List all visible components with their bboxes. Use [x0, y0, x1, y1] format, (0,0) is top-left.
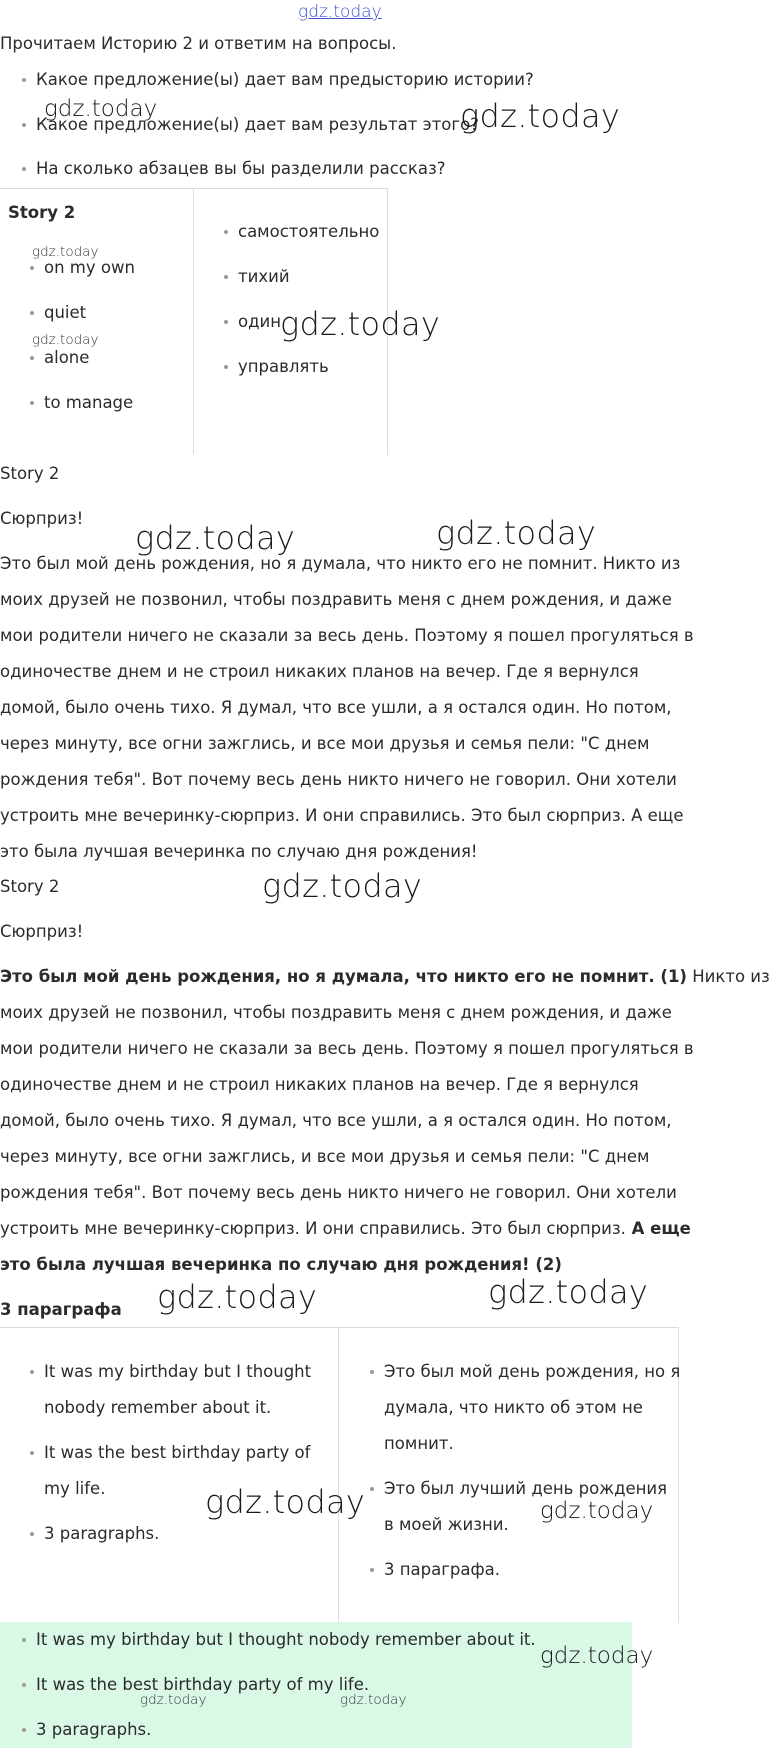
answer-en-line: 3 paragraphs.	[44, 1524, 160, 1543]
story-line: Это был мой день рождения, но я думала, что никто его не помнит. Никто из	[0, 554, 681, 573]
story-line: моих друзей не позвонил, чтобы поздравить меня с днем рождения, и даже	[0, 590, 672, 609]
watermark: gdz.today	[135, 519, 296, 557]
story-line: мои родители ничего не сказали за весь день. Поэтому я пошел прогуляться в	[0, 626, 694, 645]
story-line: одиночестве днем и не строил никаких планов на вечер. Где я вернулся	[0, 662, 639, 681]
vocab-en-item: on my own	[44, 258, 135, 277]
vocab-ru-item: тихий	[238, 267, 290, 286]
story-line: через минуту, все огни зажглись, и все мои друзья и семья пели: "С днем	[0, 1147, 650, 1166]
story-line: домой, было очень тихо. Я думал, что все ушли, а я остался один. Но потом,	[0, 698, 672, 717]
background-sentence: Это был мой день рождения, но я думала, что никто его не помнит. (1)	[0, 967, 687, 986]
answer-en-line: nobody remember about it.	[44, 1398, 272, 1417]
answer-en-line: It was my birthday but I thought	[44, 1362, 312, 1381]
answer-ru-item	[384, 1362, 680, 1454]
answer-ru-line: 3 параграфа.	[384, 1560, 500, 1579]
vocab-divider	[193, 188, 194, 454]
watermark: gdz.today	[540, 1498, 654, 1524]
story-line: моих друзей не позвонил, чтобы поздравить меня с днем рождения, и даже	[0, 1003, 672, 1022]
watermark: gdz.today	[157, 1278, 318, 1316]
result-sentence: это была лучшая вечеринка по случаю дня рождения! (2)	[0, 1255, 562, 1274]
vocab-en-item: quiet	[44, 303, 87, 322]
vocab-en-item: alone	[44, 348, 90, 367]
story-line-start: устроить мне вечеринку-сюрприз. И они справились. Это был сюрприз.	[0, 1219, 626, 1238]
watermark: gdz.today	[280, 305, 441, 343]
story-line: устроить мне вечеринку-сюрприз. И они справились. Это был сюрприз. А еще	[0, 806, 684, 825]
watermark: gdz.today	[488, 1273, 649, 1311]
answer-ru-item	[384, 1560, 500, 1580]
answer-ru-line: в моей жизни.	[384, 1515, 509, 1534]
highlight-answer: 3 paragraphs.	[36, 1720, 152, 1739]
story-line: рождения тебя". Вот почему весь день никто ничего не говорил. Они хотели	[0, 770, 677, 789]
answer-en-line: my life.	[44, 1479, 106, 1498]
watermark: gdz.today	[205, 1483, 366, 1521]
story-label: Story 2	[0, 464, 60, 483]
result-sentence-start: А еще	[625, 1219, 691, 1238]
answer-en-line: It was the best birthday party of	[44, 1443, 311, 1462]
story-line: рождения тебя". Вот почему весь день никто ничего не говорил. Они хотели	[0, 1183, 677, 1202]
answer-ru-line: думала, что никто об этом не	[384, 1398, 643, 1417]
story-title: Сюрприз!	[0, 509, 84, 528]
question-3: На сколько абзацев вы бы разделили рассказ?	[36, 159, 446, 178]
question-2: Какое предложение(ы) дает вам результат этого?	[36, 115, 479, 134]
story-line: одиночестве днем и не строил никаких планов на вечер. Где я вернулся	[0, 1075, 639, 1094]
vocab-ru-item: самостоятельно	[238, 222, 380, 241]
highlight-answer: It was the best birthday party of my life.	[36, 1675, 370, 1694]
watermark: gdz.today	[262, 867, 423, 905]
story-title: Сюрприз!	[0, 922, 84, 941]
watermark: gdz.today	[32, 244, 99, 260]
watermark: gdz.today	[32, 332, 99, 348]
answer-en-item	[44, 1524, 159, 1544]
highlight-answer: It was my birthday but I thought nobody remember about it.	[36, 1630, 536, 1649]
answer-en-item	[44, 1362, 311, 1418]
story-line: через минуту, все огни зажглись, и все мои друзья и семья пели: "С днем	[0, 734, 650, 753]
watermark: gdz.today	[540, 1643, 654, 1669]
vocab-en-item: to manage	[44, 393, 134, 412]
intro-heading: Прочитаем Историю 2 и ответим на вопросы.	[0, 34, 397, 53]
story-line-rest: Никто из	[686, 967, 770, 986]
vocab-title: Story 2	[8, 203, 76, 222]
story-label: Story 2	[0, 877, 60, 896]
story-line: домой, было очень тихо. Я думал, что все ушли, а я остался один. Но потом,	[0, 1111, 672, 1130]
answers-divider	[338, 1327, 339, 1622]
vocab-ru-item: управлять	[238, 357, 329, 376]
answer-ru-line: Это был мой день рождения, но я	[384, 1362, 681, 1381]
story-line	[0, 967, 770, 987]
question-1: Какое предложение(ы) дает вам предысторию истории?	[36, 70, 534, 89]
vocab-ru-item: один	[238, 312, 282, 331]
watermark: gdz.today	[140, 1692, 207, 1708]
paragraphs-note: 3 параграфа	[0, 1300, 122, 1319]
story-line: это была лучшая вечеринка по случаю дня рождения!	[0, 842, 478, 861]
story-line: мои родители ничего не сказали за весь день. Поэтому я пошел прогуляться в	[0, 1039, 694, 1058]
watermark-top-link[interactable]: gdz.today	[298, 2, 382, 22]
answer-ru-line: помнит.	[384, 1434, 454, 1453]
watermark: gdz.today	[44, 96, 158, 122]
watermark: gdz.today	[340, 1692, 407, 1708]
answer-ru-line: Это был лучший день рождения	[384, 1479, 668, 1498]
story-line	[0, 1219, 691, 1239]
watermark: gdz.today	[436, 514, 597, 552]
watermark: gdz.today	[460, 97, 621, 135]
